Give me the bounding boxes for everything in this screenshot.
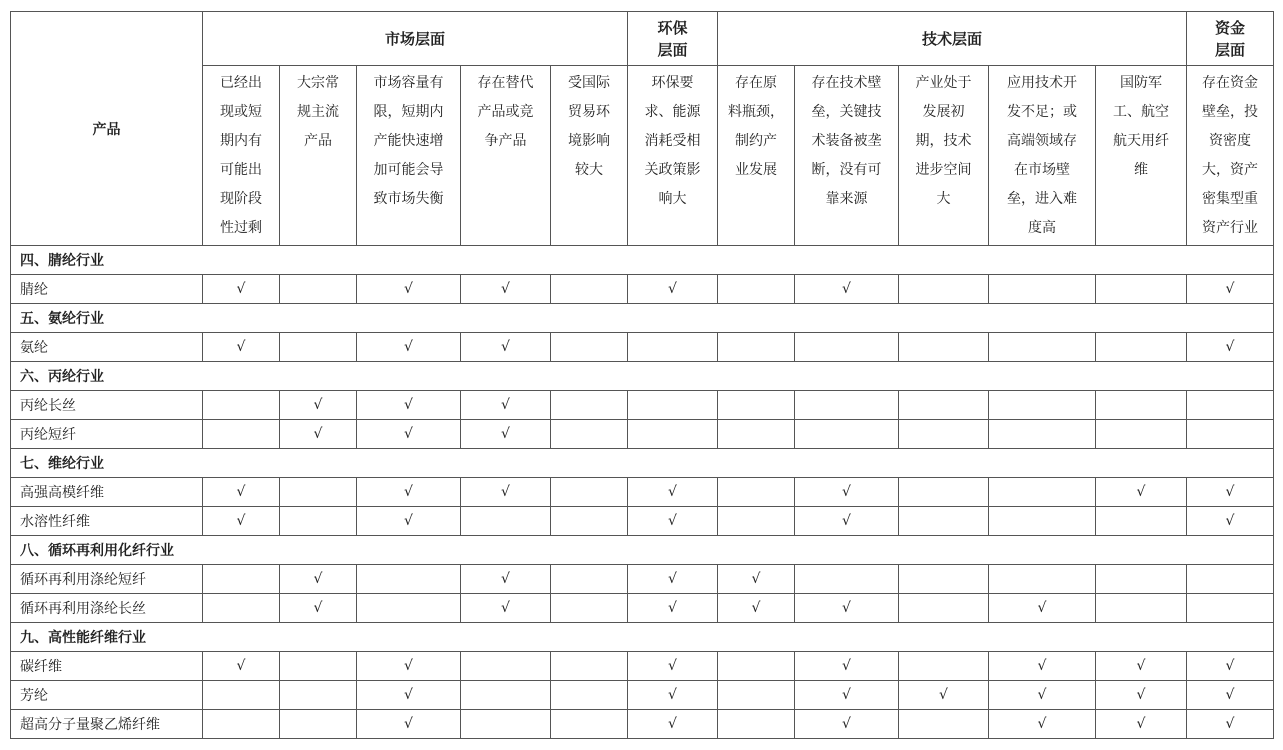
empty-cell xyxy=(280,652,357,681)
empty-cell xyxy=(899,710,989,739)
empty-cell xyxy=(899,420,989,449)
product-name: 腈纶 xyxy=(11,275,203,304)
section-row xyxy=(11,536,1274,565)
empty-cell xyxy=(795,333,899,362)
check-mark: √ xyxy=(718,565,795,594)
check-mark: √ xyxy=(628,710,718,739)
check-mark: √ xyxy=(461,275,551,304)
table-row xyxy=(11,710,1274,739)
section-row xyxy=(11,362,1274,391)
check-mark: √ xyxy=(357,391,461,420)
check-mark: √ xyxy=(461,478,551,507)
empty-cell xyxy=(551,391,628,420)
empty-cell xyxy=(899,507,989,536)
empty-cell xyxy=(718,710,795,739)
empty-cell xyxy=(899,333,989,362)
check-mark: √ xyxy=(280,565,357,594)
empty-cell xyxy=(280,275,357,304)
check-mark: √ xyxy=(203,333,280,362)
empty-cell xyxy=(1096,565,1187,594)
empty-cell xyxy=(718,681,795,710)
check-mark: √ xyxy=(357,681,461,710)
empty-cell xyxy=(718,333,795,362)
table-row xyxy=(11,507,1274,536)
empty-cell xyxy=(989,333,1096,362)
empty-cell xyxy=(1096,420,1187,449)
empty-cell xyxy=(551,333,628,362)
column-header-11: 国防军 工、航空 航天用纤 维 xyxy=(1096,66,1187,246)
table-container xyxy=(10,11,1274,739)
table-body xyxy=(11,246,1274,739)
column-header-5: 受国际 贸易环 境影响 较大 xyxy=(551,66,628,246)
check-mark: √ xyxy=(628,594,718,623)
table-row xyxy=(11,420,1274,449)
section-title: 九、高性能纤维行业 xyxy=(11,623,1274,652)
section-row xyxy=(11,304,1274,333)
check-mark: √ xyxy=(989,652,1096,681)
empty-cell xyxy=(461,710,551,739)
empty-cell xyxy=(551,275,628,304)
column-header-4: 存在替代 产品或竞 争产品 xyxy=(461,66,551,246)
check-mark: √ xyxy=(1096,681,1187,710)
check-mark: √ xyxy=(203,275,280,304)
check-mark: √ xyxy=(280,420,357,449)
empty-cell xyxy=(1096,507,1187,536)
column-header-12: 存在资金 壁垒，投 资密度 大，资产 密集型重 资产行业 xyxy=(1187,66,1274,246)
empty-cell xyxy=(203,710,280,739)
section-title: 八、循环再利用化纤行业 xyxy=(11,536,1274,565)
empty-cell xyxy=(461,507,551,536)
table-row xyxy=(11,594,1274,623)
empty-cell xyxy=(989,420,1096,449)
column-header-10: 应用技术开 发不足；或 高端领域存 在市场壁 垒，进入难 度高 xyxy=(989,66,1096,246)
empty-cell xyxy=(551,652,628,681)
group-capital-header: 资金 层面 xyxy=(1187,12,1274,66)
empty-cell xyxy=(718,275,795,304)
empty-cell xyxy=(280,507,357,536)
industry-risk-table xyxy=(10,11,1274,739)
check-mark: √ xyxy=(795,478,899,507)
check-mark: √ xyxy=(628,275,718,304)
empty-cell xyxy=(1187,420,1274,449)
empty-cell xyxy=(280,478,357,507)
empty-cell xyxy=(357,594,461,623)
check-mark: √ xyxy=(280,594,357,623)
check-mark: √ xyxy=(628,652,718,681)
empty-cell xyxy=(718,507,795,536)
product-name: 碳纤维 xyxy=(11,652,203,681)
empty-cell xyxy=(203,565,280,594)
product-name: 氨纶 xyxy=(11,333,203,362)
check-mark: √ xyxy=(461,420,551,449)
empty-cell xyxy=(280,681,357,710)
empty-cell xyxy=(551,710,628,739)
product-name: 高强高模纤维 xyxy=(11,478,203,507)
empty-cell xyxy=(1187,594,1274,623)
product-name: 丙纶短纤 xyxy=(11,420,203,449)
check-mark: √ xyxy=(795,594,899,623)
table-row xyxy=(11,391,1274,420)
empty-cell xyxy=(795,391,899,420)
empty-cell xyxy=(551,565,628,594)
check-mark: √ xyxy=(280,391,357,420)
check-mark: √ xyxy=(357,275,461,304)
section-title: 四、腈纶行业 xyxy=(11,246,1274,275)
check-mark: √ xyxy=(989,594,1096,623)
empty-cell xyxy=(899,478,989,507)
check-mark: √ xyxy=(357,420,461,449)
check-mark: √ xyxy=(461,565,551,594)
column-header-2: 大宗常 规主流 产品 xyxy=(280,66,357,246)
column-header-7: 存在原 料瓶颈， 制约产 业发展 xyxy=(718,66,795,246)
table-row xyxy=(11,333,1274,362)
check-mark: √ xyxy=(1187,681,1274,710)
empty-cell xyxy=(1096,275,1187,304)
check-mark: √ xyxy=(357,507,461,536)
empty-cell xyxy=(718,652,795,681)
product-name: 超高分子量聚乙烯纤维 xyxy=(11,710,203,739)
empty-cell xyxy=(989,478,1096,507)
product-name: 芳纶 xyxy=(11,681,203,710)
empty-cell xyxy=(899,391,989,420)
empty-cell xyxy=(280,710,357,739)
check-mark: √ xyxy=(795,652,899,681)
check-mark: √ xyxy=(461,333,551,362)
product-name: 丙纶长丝 xyxy=(11,391,203,420)
empty-cell xyxy=(551,681,628,710)
product-name: 水溶性纤维 xyxy=(11,507,203,536)
empty-cell xyxy=(1187,565,1274,594)
check-mark: √ xyxy=(795,681,899,710)
empty-cell xyxy=(461,652,551,681)
empty-cell xyxy=(718,420,795,449)
check-mark: √ xyxy=(357,710,461,739)
table-header xyxy=(11,12,1274,246)
empty-cell xyxy=(203,391,280,420)
empty-cell xyxy=(551,420,628,449)
empty-cell xyxy=(203,681,280,710)
check-mark: √ xyxy=(795,507,899,536)
section-row xyxy=(11,623,1274,652)
empty-cell xyxy=(628,333,718,362)
check-mark: √ xyxy=(1187,275,1274,304)
empty-cell xyxy=(795,565,899,594)
check-mark: √ xyxy=(718,594,795,623)
product-name: 循环再利用涤纶长丝 xyxy=(11,594,203,623)
empty-cell xyxy=(551,478,628,507)
empty-cell xyxy=(628,391,718,420)
check-mark: √ xyxy=(628,681,718,710)
check-mark: √ xyxy=(203,507,280,536)
empty-cell xyxy=(989,565,1096,594)
check-mark: √ xyxy=(1096,652,1187,681)
empty-cell xyxy=(718,478,795,507)
empty-cell xyxy=(1096,594,1187,623)
empty-cell xyxy=(989,275,1096,304)
table-row xyxy=(11,275,1274,304)
check-mark: √ xyxy=(628,478,718,507)
empty-cell xyxy=(357,565,461,594)
product-name: 循环再利用涤纶短纤 xyxy=(11,565,203,594)
check-mark: √ xyxy=(357,333,461,362)
section-title: 六、丙纶行业 xyxy=(11,362,1274,391)
group-header-row xyxy=(11,12,1274,66)
table-row xyxy=(11,681,1274,710)
section-title: 五、氨纶行业 xyxy=(11,304,1274,333)
empty-cell xyxy=(795,420,899,449)
section-row xyxy=(11,246,1274,275)
empty-cell xyxy=(1096,391,1187,420)
check-mark: √ xyxy=(1187,333,1274,362)
check-mark: √ xyxy=(461,391,551,420)
empty-cell xyxy=(203,594,280,623)
empty-cell xyxy=(989,391,1096,420)
check-mark: √ xyxy=(989,710,1096,739)
check-mark: √ xyxy=(203,652,280,681)
check-mark: √ xyxy=(357,652,461,681)
group-technology-header: 技术层面 xyxy=(718,12,1187,66)
empty-cell xyxy=(899,275,989,304)
column-header-6: 环保要 求、能源 消耗受相 关政策影 响大 xyxy=(628,66,718,246)
column-header-8: 存在技术壁 垒，关键技 术装备被垄 断，没有可 靠来源 xyxy=(795,66,899,246)
check-mark: √ xyxy=(1187,652,1274,681)
column-header-9: 产业处于 发展初 期，技术 进步空间 大 xyxy=(899,66,989,246)
group-environment-header: 环保 层面 xyxy=(628,12,718,66)
table-row xyxy=(11,478,1274,507)
empty-cell xyxy=(718,391,795,420)
empty-cell xyxy=(899,652,989,681)
check-mark: √ xyxy=(795,710,899,739)
check-mark: √ xyxy=(1096,710,1187,739)
table-row xyxy=(11,652,1274,681)
empty-cell xyxy=(899,565,989,594)
section-title: 七、维纶行业 xyxy=(11,449,1274,478)
check-mark: √ xyxy=(1187,507,1274,536)
empty-cell xyxy=(989,507,1096,536)
product-header: 产品 xyxy=(11,12,203,246)
empty-cell xyxy=(203,420,280,449)
section-row xyxy=(11,449,1274,478)
empty-cell xyxy=(551,594,628,623)
check-mark: √ xyxy=(1187,710,1274,739)
check-mark: √ xyxy=(795,275,899,304)
empty-cell xyxy=(899,594,989,623)
empty-cell xyxy=(280,333,357,362)
check-mark: √ xyxy=(461,594,551,623)
check-mark: √ xyxy=(628,565,718,594)
column-header-1: 已经出 现或短 期内有 可能出 现阶段 性过剩 xyxy=(203,66,280,246)
group-market-header: 市场层面 xyxy=(203,12,628,66)
column-header-3: 市场容量有 限，短期内 产能快速增 加可能会导 致市场失衡 xyxy=(357,66,461,246)
empty-cell xyxy=(551,507,628,536)
check-mark: √ xyxy=(203,478,280,507)
empty-cell xyxy=(1187,391,1274,420)
empty-cell xyxy=(461,681,551,710)
check-mark: √ xyxy=(628,507,718,536)
check-mark: √ xyxy=(357,478,461,507)
table-row xyxy=(11,565,1274,594)
check-mark: √ xyxy=(1096,478,1187,507)
empty-cell xyxy=(628,420,718,449)
check-mark: √ xyxy=(899,681,989,710)
check-mark: √ xyxy=(989,681,1096,710)
empty-cell xyxy=(1096,333,1187,362)
check-mark: √ xyxy=(1187,478,1274,507)
